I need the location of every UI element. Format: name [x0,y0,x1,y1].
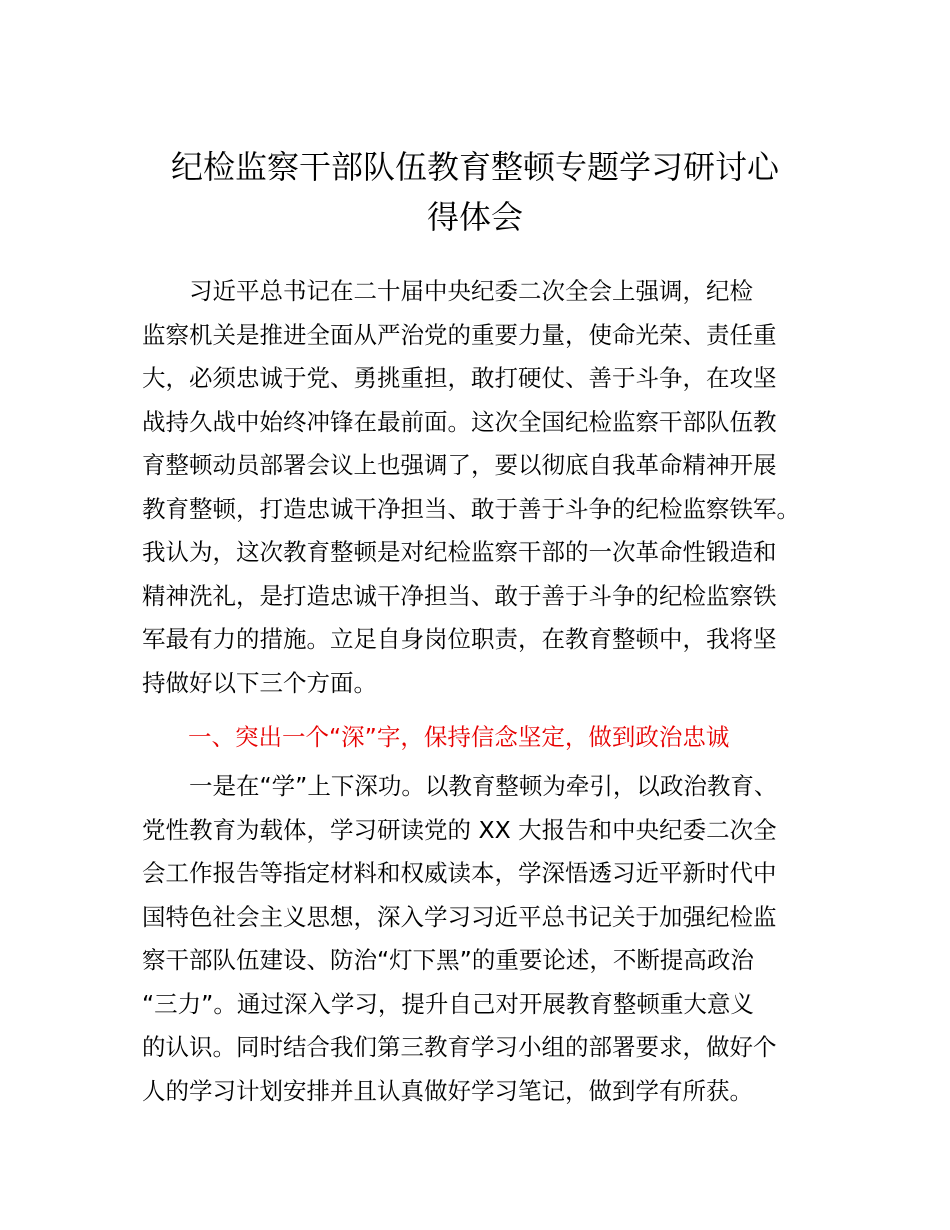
document-title [140,142,810,242]
intro-paragraph [142,270,822,705]
paragraph-line: 育整顿动员部署会议上也强调了，要以彻底自我革命精神开展 [142,451,777,479]
section-heading: 一、突出一个“深”字，保持信念坚定，做到政治忠诚 [188,723,730,751]
paragraph-line: 一是在“学”上下深功。以教育整顿为牵引，以政治教育、 [142,772,778,800]
paragraph-line: 教育整顿，打造忠诚干净担当、敢于善于斗争的纪检监察铁军。 [142,494,800,523]
paragraph-line: 会工作报告等指定材料和权威读本，学深悟透习近平新时代中 [142,859,777,887]
paragraph-line: 大，必须忠诚于党、勇挑重担，敢打硬仗、善于斗争，在攻坚 [142,364,777,392]
paragraph-line: 国特色社会主义思想，深入学习习近平总书记关于加强纪检监 [142,902,777,931]
paragraph-line: 党性教育为载体，学习研读党的 XX 大报告和中央纪委二次全 [142,815,777,844]
paragraph-line: 持做好以下三个方面。 [142,668,377,697]
paragraph-line: “三力”。通过深入学习，提升自己对开展教育整顿重大意义 [142,989,754,1018]
paragraph-line: 人的学习计划安排并且认真做好学习笔记，做到学有所获。 [142,1076,753,1105]
paragraph-line: 战持久战中始终冲锋在最前面。这次全国纪检监察干部队伍教 [142,407,777,436]
section-paragraph [142,765,822,1113]
paragraph-line: 精神洗礼，是打造忠诚干净担当、敢于善于斗争的纪检监察铁 [142,581,777,610]
title-line: 得体会 [426,198,523,236]
paragraph-line: 我认为，这次教育整顿是对纪检监察干部的一次革命性锻造和 [142,538,777,566]
paragraph-line: 察干部队伍建设、防治“灯下黑”的重要论述，不断提高政治 [142,946,754,974]
title-line: 纪检监察干部队伍教育整顿专题学习研讨心 [170,148,779,186]
paragraph-line: 的认识。同时结合我们第三教育学习小组的部署要求，做好个 [142,1033,777,1061]
paragraph-line: 习近平总书记在二十届中央纪委二次全会上强调，纪检 [142,277,753,305]
paragraph-line: 军最有力的措施。立足自身岗位职责，在教育整顿中，我将坚 [142,625,777,653]
paragraph-line: 监察机关是推进全面从严治党的重要力量，使命光荣、责任重 [142,320,777,349]
